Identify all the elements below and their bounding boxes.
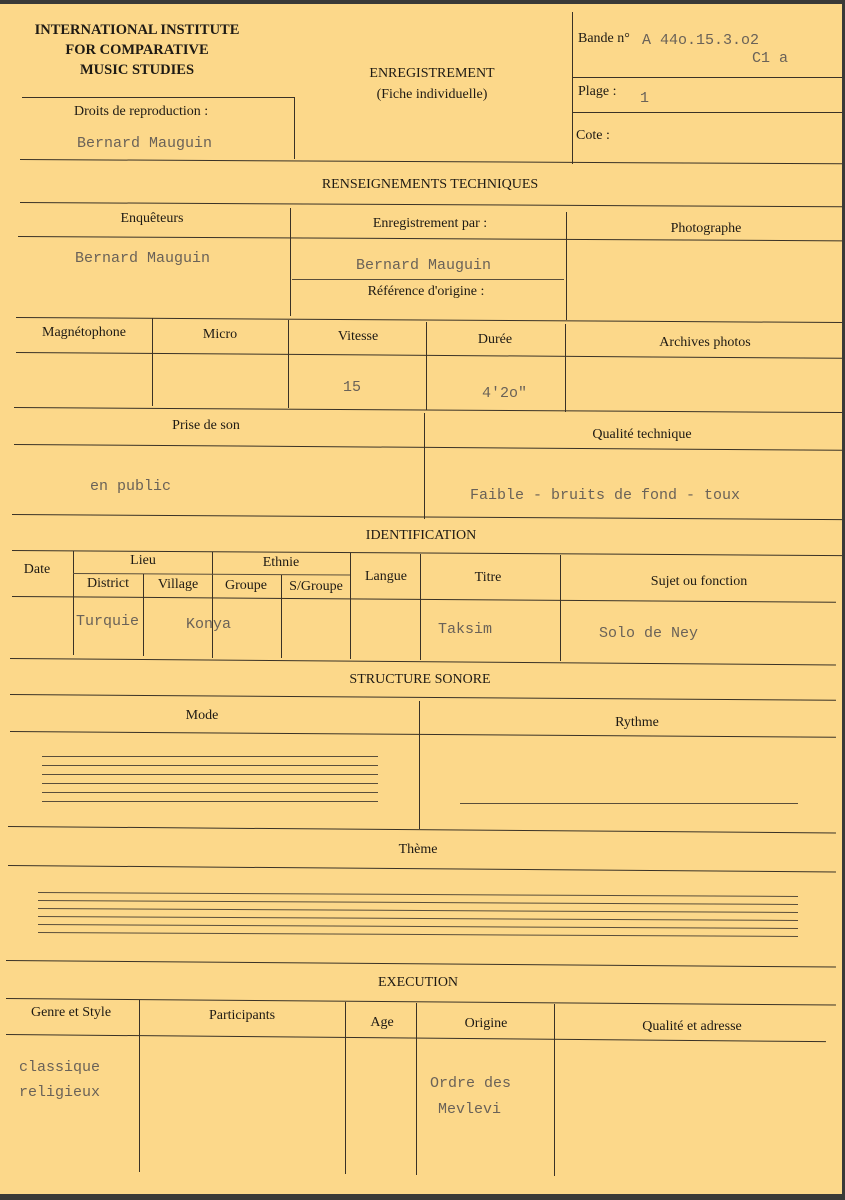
titre-value: Taksim [438, 621, 493, 638]
sujet-value: Solo de Ney [599, 625, 699, 642]
village-value: Konya [186, 616, 232, 633]
origine-value-1: Ordre des [430, 1075, 512, 1092]
ethnie-label: Ethnie [262, 555, 300, 570]
plage-value: 1 [640, 90, 650, 107]
rythme-label: Rythme [615, 715, 659, 730]
cote-label: Cote : [576, 128, 610, 143]
enqueteurs-value: Bernard Mauguin [75, 250, 211, 267]
theme-label: Thème [398, 842, 438, 857]
sujet-label: Sujet ou fonction [650, 574, 748, 589]
prise-value: en public [90, 478, 172, 495]
institute-name [22, 20, 252, 80]
titre-label: Titre [474, 570, 502, 585]
institute-line-1: INTERNATIONAL INSTITUTE [34, 22, 240, 38]
institute-line-2: FOR COMPARATIVE [65, 42, 209, 58]
technique-section-title: RENSEIGNEMENTS TECHNIQUES [321, 177, 539, 192]
structure-section-title: STRUCTURE SONORE [349, 672, 491, 687]
mode-label: Mode [185, 708, 219, 723]
genre-label: Genre et Style [30, 1005, 112, 1020]
prise-label: Prise de son [172, 418, 240, 433]
duree-label: Durée [477, 332, 513, 347]
origine-label: Origine [464, 1016, 508, 1031]
village-label: Village [157, 577, 199, 592]
district-value: Turquie [76, 613, 140, 630]
duree-value: 4'2o" [482, 385, 528, 402]
bande-label: Bande n° [578, 31, 630, 46]
genre-value-1: classique [19, 1059, 101, 1076]
droits-label: Droits de reproduction : [74, 104, 209, 119]
langue-label: Langue [365, 569, 407, 584]
date-label: Date [23, 562, 51, 577]
participants-label: Participants [208, 1008, 276, 1023]
index-card [0, 4, 842, 1194]
droits-value: Bernard Mauguin [77, 135, 213, 152]
archives-label: Archives photos [659, 335, 751, 350]
magnetophone-label: Magnétophone [42, 325, 126, 340]
enregistrement-label: Enregistrement par : [372, 216, 488, 231]
photographe-label: Photographe [670, 221, 742, 236]
vitesse-label: Vitesse [337, 329, 379, 344]
district-label: District [87, 576, 129, 591]
bande-value-2: C1 a [752, 50, 789, 67]
execution-section-title: EXECUTION [377, 975, 459, 990]
micro-label: Micro [202, 327, 238, 342]
age-label: Age [370, 1015, 394, 1030]
form-title: ENREGISTREMENT [369, 66, 495, 81]
enregistrement-value: Bernard Mauguin [356, 257, 492, 274]
sgroupe-label: S/Groupe [289, 579, 343, 594]
vitesse-value: 15 [343, 379, 362, 396]
genre-value-2: religieux [19, 1084, 101, 1101]
identification-section-title: IDENTIFICATION [365, 528, 477, 543]
bande-value: A 44o.15.3.o2 [642, 32, 760, 49]
qualite-adresse-label: Qualité et adresse [642, 1019, 742, 1034]
qualite-value: Faible - bruits de fond - toux [470, 487, 741, 504]
plage-label: Plage : [578, 84, 617, 99]
institute-line-3: MUSIC STUDIES [79, 62, 195, 78]
groupe-label: Groupe [225, 578, 267, 593]
origine-value-2: Mevlevi [438, 1101, 502, 1118]
form-subtitle: (Fiche individuelle) [376, 87, 488, 102]
enqueteurs-label: Enquêteurs [120, 211, 184, 226]
qualite-label: Qualité technique [592, 427, 692, 442]
lieu-label: Lieu [130, 553, 156, 568]
reference-label: Référence d'origine : [367, 284, 485, 299]
